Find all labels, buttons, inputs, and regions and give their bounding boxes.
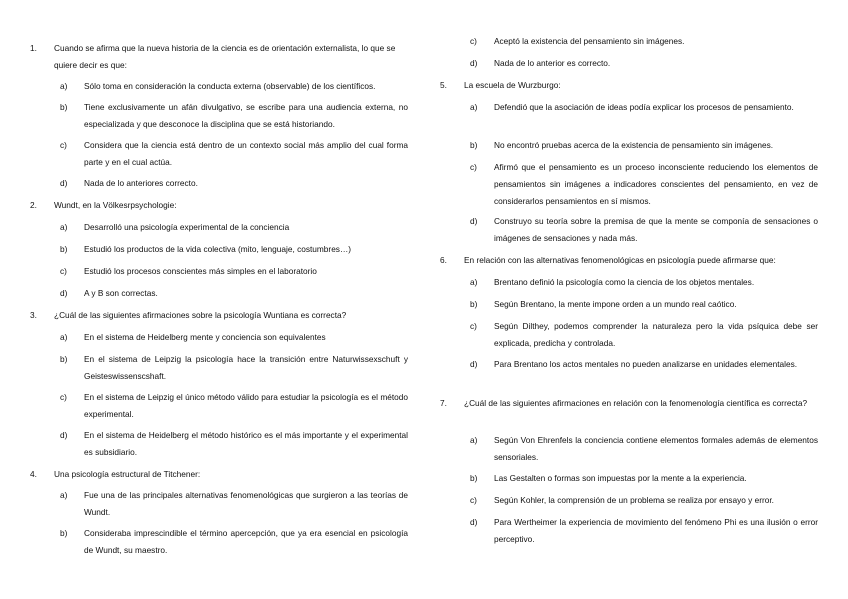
question-6-option-a [470,274,818,291]
question-7-option-b [470,470,818,487]
option-letter: d) [60,178,68,188]
option-letter: d) [470,517,478,527]
question-7-option-a [470,432,818,466]
option-text: Tiene exclusivamente un afán divulgativo, se escribe para una audiencia externa, no especializada y que desconoce la disciplina que se está historiando. [84,102,408,129]
question-1-option-b [60,99,408,133]
option-text: Las Gestalten o formas son impuestas por la mente a la experiencia. [494,473,747,483]
question-number: 3. [30,310,37,320]
question-1-option-c [60,137,408,171]
question-5-option-c [470,159,818,210]
option-text: No encontró pruebas acerca de la existencia de pensamiento sin imágenes. [494,140,774,150]
option-text: Consideraba imprescindible el término apercepción, que ya era esencial en psicología de Wundt, su maestro. [84,528,408,555]
option-letter: b) [60,528,68,538]
question-1-option-a [60,78,408,95]
question-text: La escuela de Wurzburgo: [464,80,561,90]
question-4-option-d [470,55,818,72]
option-text: Sólo toma en consideración la conducta externa (observable) de los científicos. [84,81,376,91]
option-text: Estudió los productos de la vida colectiva (mito, lenguaje, costumbres…) [84,244,352,254]
option-letter: b) [470,473,478,483]
option-letter: c) [60,266,67,276]
option-text: Nada de lo anterior es correcto. [494,58,611,68]
option-text: Defendió que la asociación de ideas podía explicar los procesos de pensamiento. [494,102,794,112]
question-6-option-c [470,318,818,352]
question-4-option-c [470,33,818,50]
option-text: Fue una de las principales alternativas fenomenológicas que surgieron a las teorías de Wundt. [84,490,408,517]
option-letter: d) [470,58,478,68]
option-letter: a) [60,81,68,91]
option-text: Brentano definió la psicología como la ciencia de los objetos mentales. [494,277,755,287]
question-text: Una psicología estructural de Titchener: [54,469,201,479]
question-2-option-c [60,263,408,280]
question-text: Wundt, en la Völkesrpsychologie: [54,200,177,210]
option-letter: b) [470,299,478,309]
option-text: Según Brentano, la mente impone orden a un mundo real caótico. [494,299,737,309]
option-letter: b) [60,244,68,254]
option-letter: a) [470,102,478,112]
option-text: Afirmó que el pensamiento es un proceso inconsciente reduciendo los elementos de pensamientos sin imágenes a indicadores conscientes del pensamiento, en vez de considerarlos pensamientos en sí mismos. [494,162,818,206]
question-3-option-b [60,351,408,385]
question-4-option-a [60,487,408,521]
option-letter: c) [470,321,477,331]
option-letter: c) [470,495,477,505]
question-4 [30,466,410,483]
question-text: ¿Cuál de las siguientes afirmaciones sobre la psicología Wuntiana es correcta? [54,310,347,320]
question-text: ¿Cuál de las siguientes afirmaciones en relación con la fenomenología científica es correcta? [464,398,808,408]
question-7-option-c [470,492,818,509]
question-6-option-b [470,296,818,313]
option-letter: a) [60,222,68,232]
option-letter: a) [470,277,478,287]
question-number: 5. [440,80,447,90]
question-3 [30,307,410,324]
question-3-option-d [60,427,408,461]
option-letter: a) [470,435,478,445]
option-text: Construyo su teoría sobre la premisa de que la mente se componía de sensaciones o imágenes de sensaciones y nada más. [494,216,818,243]
option-text: Considera que la ciencia está dentro de un contexto social más amplio del cual forma parte y en el cual actúa. [84,140,408,167]
question-1-option-d [60,175,408,192]
option-text: Según Von Ehrenfels la conciencia contiene elementos formales además de elementos sensoriales. [494,435,818,462]
question-2-option-b [60,241,408,258]
question-2-option-d [60,285,408,302]
option-letter: b) [60,102,68,112]
option-text: Para Brentano los actos mentales no pueden analizarse en unidades elementales. [494,359,798,369]
option-letter: c) [60,392,67,402]
option-letter: a) [60,490,68,500]
option-letter: b) [470,140,478,150]
question-text: Cuando se afirma que la nueva historia de la ciencia es de orientación externalista, lo que se quiere decir es que: [54,43,396,70]
option-text: En el sistema de Heidelberg mente y conciencia son equivalentes [84,332,326,342]
option-text: Desarrolló una psicología experimental de la conciencia [84,222,290,232]
option-text: Según Dilthey, podemos comprender la naturaleza pero la vida psíquica debe ser explicada, predicha y controlada. [494,321,818,348]
option-letter: b) [60,354,68,364]
question-5 [440,77,820,94]
option-letter: c) [470,162,477,172]
option-text: En el sistema de Heidelberg el método histórico es el más importante y el experimental es subsidiario. [84,430,408,457]
question-number: 7. [440,398,447,408]
option-text: Según Kohler, la comprensión de un problema se realiza por ensayo y error. [494,495,774,505]
question-2 [30,197,410,214]
question-1 [30,40,410,74]
question-number: 1. [30,43,37,53]
question-7 [440,395,820,412]
option-letter: c) [470,36,477,46]
question-number: 6. [440,255,447,265]
option-text: A y B son correctas. [84,288,158,298]
question-4-option-b [60,525,408,559]
question-7-option-d [470,514,818,548]
question-5-option-b [470,137,818,154]
option-letter: c) [60,140,67,150]
question-text: En relación con las alternativas fenomenológicas en psicología puede afirmarse que: [464,255,776,265]
question-6 [440,252,820,269]
option-letter: d) [470,359,478,369]
question-5-option-a [470,99,818,116]
question-5-option-d [470,213,818,247]
option-letter: a) [60,332,68,342]
option-text: Para Wertheimer la experiencia de movimiento del fenómeno Phi es una ilusión o error perceptivo. [494,517,818,544]
option-text: Nada de lo anteriores correcto. [84,178,198,188]
question-6-option-d [470,356,818,373]
option-text: En el sistema de Leipzig la psicología hace la transición entre Naturwissexschuft y Geisteswissenscshaft. [84,354,408,381]
option-letter: d) [60,288,68,298]
question-3-option-a [60,329,408,346]
question-2-option-a [60,219,408,236]
question-number: 4. [30,469,37,479]
question-3-option-c [60,389,408,423]
option-letter: d) [60,430,68,440]
option-text: En el sistema de Leipzig el único método válido para estudiar la psicología es el método experimental. [84,392,408,419]
option-text: Estudió los procesos conscientes más simples en el laboratorio [84,266,317,276]
question-number: 2. [30,200,37,210]
option-letter: d) [470,216,478,226]
option-text: Aceptó la existencia del pensamiento sin imágenes. [494,36,685,46]
